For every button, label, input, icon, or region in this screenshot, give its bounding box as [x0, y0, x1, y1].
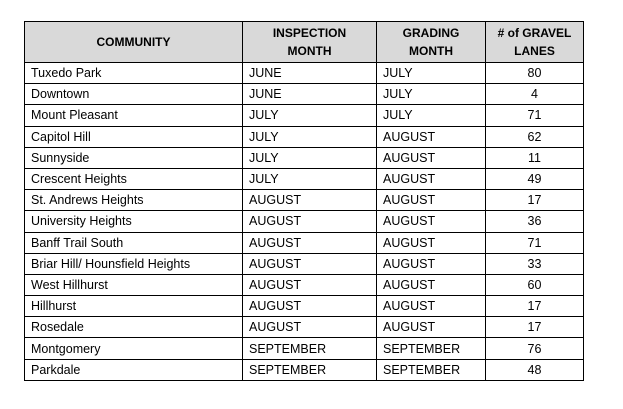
header-lanes-line2: LANES [514, 44, 555, 58]
cell-community: Sunnyside [25, 147, 243, 168]
cell-inspection-month: JULY [243, 147, 377, 168]
cell-community: University Heights [25, 211, 243, 232]
cell-community: Mount Pleasant [25, 105, 243, 126]
cell-community: West Hillhurst [25, 274, 243, 295]
table-row [25, 211, 584, 232]
cell-community: Montgomery [25, 338, 243, 359]
cell-inspection-month: SEPTEMBER [243, 359, 377, 380]
cell-gravel-lanes: 71 [486, 232, 584, 253]
cell-gravel-lanes: 36 [486, 211, 584, 232]
cell-inspection-month: AUGUST [243, 232, 377, 253]
header-inspection-line1: INSPECTION [272, 26, 347, 40]
header-gravel-lanes [486, 22, 584, 63]
cell-community: Downtown [25, 84, 243, 105]
table-row [25, 296, 584, 317]
table-row [25, 63, 584, 84]
cell-community: Parkdale [25, 359, 243, 380]
cell-grading-month: AUGUST [377, 274, 486, 295]
cell-grading-month: JULY [377, 63, 486, 84]
cell-gravel-lanes: 17 [486, 317, 584, 338]
table-row [25, 232, 584, 253]
header-inspection-month [243, 22, 377, 63]
gravel-lanes-table [24, 21, 584, 381]
cell-community: St. Andrews Heights [25, 190, 243, 211]
header-lanes-line1: # of GRAVEL [497, 26, 572, 40]
table-row [25, 317, 584, 338]
cell-inspection-month: JUNE [243, 63, 377, 84]
cell-gravel-lanes: 48 [486, 359, 584, 380]
table-row [25, 274, 584, 295]
cell-inspection-month: AUGUST [243, 253, 377, 274]
cell-community: Banff Trail South [25, 232, 243, 253]
header-inspection-line2: MONTH [287, 44, 332, 58]
cell-grading-month: AUGUST [377, 126, 486, 147]
header-grading-month [377, 22, 486, 63]
cell-inspection-month: AUGUST [243, 190, 377, 211]
table-row [25, 126, 584, 147]
cell-inspection-month: AUGUST [243, 211, 377, 232]
cell-inspection-month: JULY [243, 105, 377, 126]
header-grading-line2: MONTH [409, 44, 453, 58]
cell-grading-month: AUGUST [377, 147, 486, 168]
header-row [25, 22, 584, 63]
cell-inspection-month: SEPTEMBER [243, 338, 377, 359]
cell-gravel-lanes: 11 [486, 147, 584, 168]
cell-gravel-lanes: 4 [486, 84, 584, 105]
table-row [25, 253, 584, 274]
table-row [25, 147, 584, 168]
cell-community: Crescent Heights [25, 168, 243, 189]
cell-inspection-month: AUGUST [243, 274, 377, 295]
cell-gravel-lanes: 62 [486, 126, 584, 147]
cell-grading-month: SEPTEMBER [377, 338, 486, 359]
cell-grading-month: AUGUST [377, 168, 486, 189]
cell-gravel-lanes: 71 [486, 105, 584, 126]
table-row [25, 190, 584, 211]
cell-community: Briar Hill/ Hounsfield Heights [25, 253, 243, 274]
cell-grading-month: AUGUST [377, 211, 486, 232]
table-row [25, 105, 584, 126]
table-row [25, 359, 584, 380]
cell-community: Rosedale [25, 317, 243, 338]
cell-gravel-lanes: 80 [486, 63, 584, 84]
cell-inspection-month: JULY [243, 126, 377, 147]
table-row [25, 168, 584, 189]
table-row [25, 338, 584, 359]
cell-gravel-lanes: 33 [486, 253, 584, 274]
cell-grading-month: AUGUST [377, 232, 486, 253]
cell-community: Tuxedo Park [25, 63, 243, 84]
cell-grading-month: AUGUST [377, 253, 486, 274]
cell-grading-month: JULY [377, 84, 486, 105]
cell-inspection-month: JUNE [243, 84, 377, 105]
cell-gravel-lanes: 17 [486, 190, 584, 211]
cell-grading-month: AUGUST [377, 190, 486, 211]
cell-inspection-month: AUGUST [243, 317, 377, 338]
cell-inspection-month: JULY [243, 168, 377, 189]
header-community-label: COMMUNITY [96, 35, 171, 49]
cell-gravel-lanes: 60 [486, 274, 584, 295]
cell-grading-month: AUGUST [377, 317, 486, 338]
cell-grading-month: AUGUST [377, 296, 486, 317]
cell-grading-month: JULY [377, 105, 486, 126]
cell-gravel-lanes: 49 [486, 168, 584, 189]
header-community [25, 22, 243, 63]
cell-community: Capitol Hill [25, 126, 243, 147]
table-body [25, 63, 584, 381]
cell-community: Hillhurst [25, 296, 243, 317]
header-grading-line1: GRADING [402, 26, 460, 40]
cell-inspection-month: AUGUST [243, 296, 377, 317]
cell-gravel-lanes: 76 [486, 338, 584, 359]
table-header [25, 22, 584, 63]
cell-grading-month: SEPTEMBER [377, 359, 486, 380]
table-row [25, 84, 584, 105]
cell-gravel-lanes: 17 [486, 296, 584, 317]
